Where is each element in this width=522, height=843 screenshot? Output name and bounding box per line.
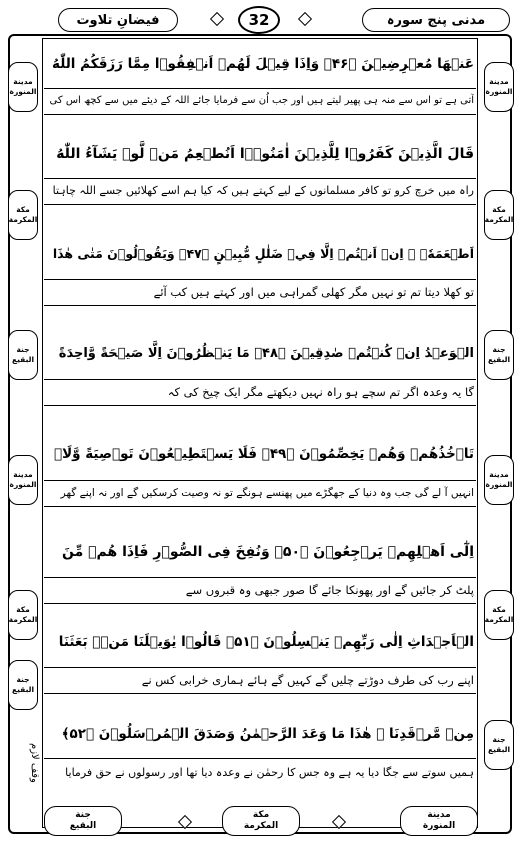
book-title: مدنی پنج سورہ [362, 8, 510, 32]
side-badge-baqi: جنة البقیع [484, 330, 514, 380]
divider [44, 480, 476, 481]
page-header [0, 4, 522, 34]
side-badge-makka: مکة المکرمة [8, 190, 38, 240]
ayah-line-1: عَنۡهَا مُعۡرِضِيۡنَ ﴿۴۶﴾ وَاِذَا قِيۡلَ لَهُمۡ اَنۡفِقُوۡا مِمَّا رَزَقَكُمُ اللّٰهُ [52, 56, 474, 72]
side-badge-baqi: جنة البقیع [484, 720, 514, 770]
side-badge-makka: مکة المکرمة [484, 590, 514, 640]
divider [44, 178, 476, 179]
ayah-line-2: قَالَ الَّذِيۡنَ كَفَرُوۡا لِلَّذِيۡنَ اٰمَنُوۡۤا اَنُطۡعِمُ مَنۡ لَّوۡ يَشَآءُ اللّٰهُ [56, 146, 474, 162]
translation-line-4: گا یہ وعدہ اگر تم سچے ہو راہ نہیں دیکھتے مگر ایک چیخ کی کہ [167, 385, 474, 399]
side-badge-madina: مدینة المنورة [484, 62, 514, 112]
translation-line-5: انہیں آ لے گی جب وہ دنیا کے جھگڑے میں پھنسے ہونگے تو نہ وصیت کرسکیں گے اور نہ اپنے گھر [60, 487, 474, 499]
translation-line-6: پلٹ کر جائیں گے اور پھونکا جائے گا صور جبھی وہ قبروں سے [185, 583, 474, 597]
divider [44, 667, 476, 668]
ayah-line-7: الۡاَجۡدَاثِ اِلٰى رَبِّهِمۡ يَنۡسِلُوۡنَ ﴿۵۱﴾ قَالُوۡا يٰوَيۡلَنَا مَنۡۢ بَعَثَنَا [58, 634, 474, 650]
ayah-line-4: الۡوَعۡدُ اِنۡ كُنۡتُمۡ صٰدِقِيۡنَ ﴿۴۸﴾ مَا يَنۡظُرُوۡنَ اِلَّا صَيۡحَةً وَّاحِدَةً [58, 346, 474, 361]
ayah-line-8: مِنۡ مَّرۡقَدِنَا ۜ هٰذَا مَا وَعَدَ الرَّحۡمٰنُ وَصَدَقَ الۡمُرۡسَلُوۡنَ ﴿۵۲﴾ [61, 726, 474, 742]
divider [44, 405, 476, 406]
section-title: فیضانِ تلاوت [58, 8, 178, 32]
page-number: 32 [238, 6, 280, 34]
divider [44, 603, 476, 604]
translation-line-2: راہ میں خرچ کرو تو کافر مسلمانوں کے لیے کہتے ہیں کہ کیا ہم اسے کھلائیں جسے اللہ چاہتا [52, 184, 474, 197]
divider [44, 506, 476, 507]
divider [44, 693, 476, 694]
divider [44, 279, 476, 280]
translation-line-1: آتی ہے تو اس سے منہ ہی پھیر لیتے ہیں اور جب اُن سے فرمایا جائے اللہ کے دیئے میں سے کچھ اس کی [49, 95, 474, 106]
side-badge-baqi: جنة البقیع [8, 660, 38, 710]
divider [44, 305, 476, 306]
side-badge-baqi: جنة البقیع [8, 330, 38, 380]
bottom-badge-makka: مکة المکرمة [222, 806, 300, 836]
divider [44, 577, 476, 578]
ayah-line-6: اِلٰٓى اَهۡلِهِمۡ يَرۡجِعُوۡنَ ﴿۵۰﴾ وَنُفِخَ فِى الصُّوۡرِ فَاِذَا هُمۡ مِّنَ [61, 544, 474, 560]
translation-line-7: اپنے رب کی طرف دوڑتے چلیں گے کہیں گے ہائے ہماری خرابی کس نے [141, 673, 474, 687]
bottom-badge-madina: مدینة المنورة [400, 806, 478, 836]
side-badge-madina: مدینة المنورة [8, 62, 38, 112]
divider [44, 379, 476, 380]
divider [44, 758, 476, 759]
ayah-line-5: تَاۡخُذُهُمۡ وَهُمۡ يَخِصِّمُوۡنَ ﴿۴۹﴾ فَلَا يَسۡتَطِيۡعُوۡنَ تَوۡصِيَةً وَّلَاۤ [54, 446, 474, 462]
side-badge-madina: مدینة المنورة [484, 455, 514, 505]
side-badge-madina: مدینة المنورة [8, 455, 38, 505]
translation-line-3: تو کھلا دیتا تم تو نہیں مگر کھلی گمراہی میں اور کہتے ہیں کب آئے [153, 285, 474, 299]
waqf-margin-note: وقف لازم [29, 743, 40, 783]
side-badge-makka: مکة المکرمة [8, 590, 38, 640]
translation-line-8: ہمیں سوتے سے جگا دیا یہ ہے وہ جس کا رحمٰن نے وعدہ دیا تھا اور رسولوں نے حق فرمایا [65, 766, 474, 779]
ayah-line-3: اَطۡعَمَهٗۤ ۖ اِنۡ اَنۡتُمۡ اِلَّا فِيۡ ضَلٰلٍ مُّبِيۡنٍ ﴿۴۷﴾ وَيَقُوۡلُوۡنَ مَتٰى هٰذَا [52, 246, 474, 261]
divider [44, 204, 476, 205]
bottom-badge-baqi: جنة البقیع [44, 806, 122, 836]
side-badge-makka: مکة المکرمة [484, 190, 514, 240]
divider [44, 114, 476, 115]
divider [44, 88, 476, 89]
